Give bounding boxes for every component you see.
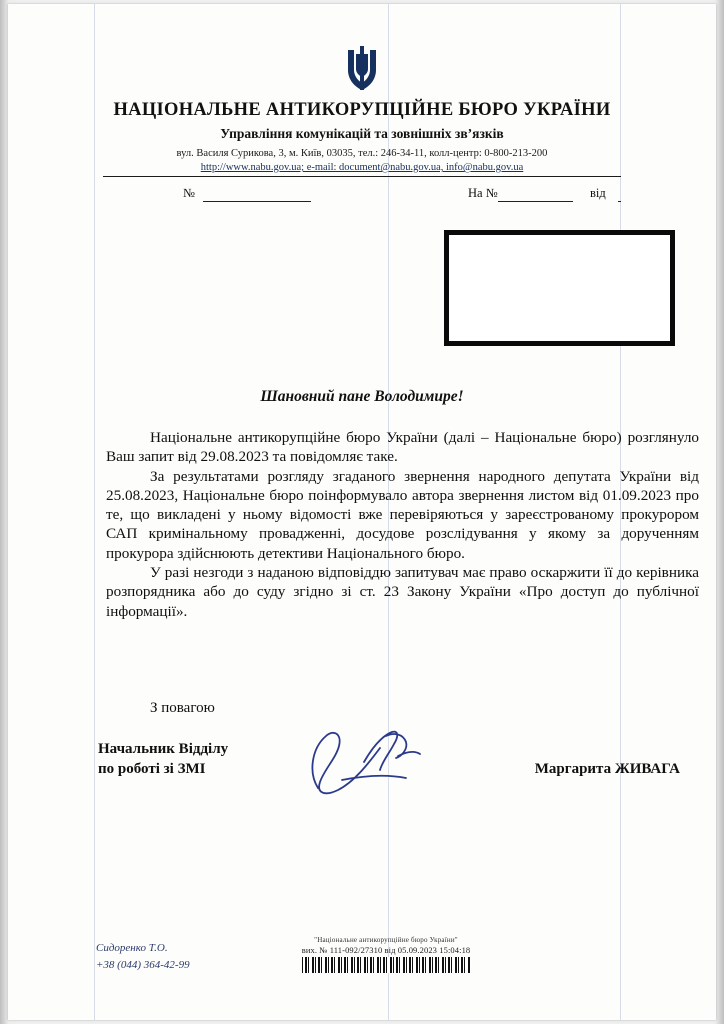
reference-date-field[interactable]	[618, 201, 621, 202]
signer-title	[98, 740, 228, 779]
stamp-organization: "Національне антикорупційне бюро України"	[314, 936, 458, 944]
barcode-image	[302, 957, 470, 973]
body-paragraph: Національне антикорупційне бюро України (далі – Національне бюро) розглянуло Ваш запит від 29.08.2023 та повідомляє таке.	[106, 429, 699, 466]
reference-on-number-field[interactable]	[498, 201, 573, 202]
reference-number-label: №	[183, 186, 195, 200]
signer-title-line1: Начальник Відділу	[98, 741, 229, 757]
organization-address: вул. Василя Сурикова, 3, м. Київ, 03035, тел.: 246-34-11, колл-центр: 0-800-213-200	[176, 148, 548, 159]
signer-title-line2: по роботі зі ЗМІ	[98, 760, 206, 777]
organization-web-contacts: http://www.nabu.gov.ua; e-mail: document@nabu.gov.ua, info@nabu.gov.ua	[200, 162, 524, 173]
executor-phone: +38 (044) 364-42-99	[96, 958, 190, 971]
signer-name: Маргарита ЖИВАГА	[534, 761, 680, 777]
reference-row	[103, 184, 621, 204]
salutation: Шановний пане Володимире!	[260, 388, 464, 405]
registration-stamp	[296, 936, 476, 982]
ukraine-trident-emblem	[8, 44, 716, 99]
scanned-sheet	[8, 4, 716, 1020]
organization-title: НАЦІОНАЛЬНЕ АНТИКОРУПЦІЙНЕ БЮРО УКРАЇНИ	[113, 100, 611, 120]
closing-phrase: З повагою	[150, 700, 215, 716]
page-edge-shadow-right	[715, 0, 724, 1024]
header-divider	[103, 176, 621, 177]
addressee-redaction-box	[444, 230, 675, 346]
executor-info	[96, 940, 190, 973]
letter-body	[106, 428, 699, 621]
body-paragraph: У разі незгоди з наданою відповіддю запитувач має право оскаржити її до керівника розпорядника або до суду згідно зі ст. 23 Закону України «Про доступ до публічної інформації».	[106, 564, 699, 620]
reference-date-label: від	[590, 186, 606, 200]
reference-number-field[interactable]	[203, 201, 311, 202]
handwritten-signature	[302, 722, 430, 800]
executor-name: Сидоренко Т.О.	[96, 942, 168, 954]
body-paragraph: За результатами розгляду згаданого звернення народного депутата України від 25.08.2023, Національне бюро поінформувало автора звернення листом від 01.09.2023 про те, що викладені у ньому відомості вже перевіряються у зареєстрованому прокурором САП кримінальному провадженні, досудове розслідування у якому за дорученням прокурора здійснюють детективи Національного бюро.	[106, 467, 699, 562]
stamp-outgoing-number: вих. № 111-092/27310 від 05.09.2023 15:04:18	[301, 945, 471, 955]
department-title: Управління комунікацій та зовнішніх зв’язків	[220, 126, 504, 141]
reference-on-number-label: На №	[468, 186, 498, 200]
